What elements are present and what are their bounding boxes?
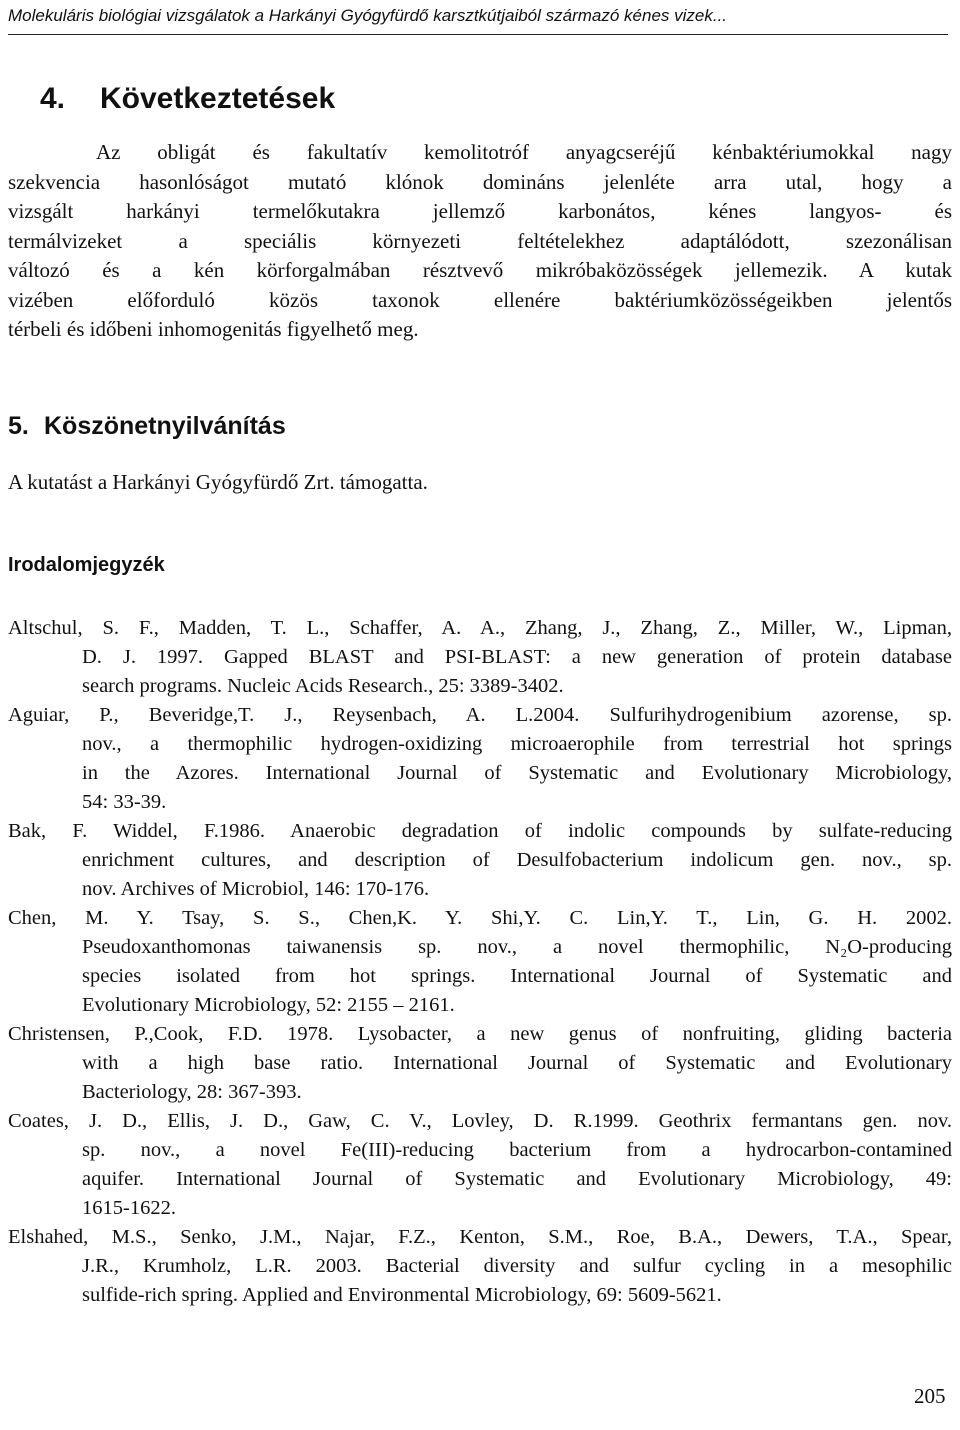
section-5-title: Köszönetnyilvánítás: [44, 412, 286, 440]
reference-line: 1615-1622.: [82, 1197, 176, 1219]
reference-line: Christensen, P.,Cook, F.D. 1978. Lysobacter, a new genus of nonfruiting, gliding bacteria: [8, 1023, 952, 1045]
paragraph-line: vizében előforduló közös taxonok ellenére baktériumközösségeikben jelentős: [8, 287, 952, 312]
paragraph-line: változó és a kén körforgalmában résztvevő mikróbaközösségek jellemezik. A kutak: [8, 258, 952, 282]
reference-line: 54: 33-39.: [82, 791, 167, 813]
reference-entry: [8, 904, 952, 1020]
page-number: 205: [914, 1384, 946, 1408]
reference-entry: [8, 1107, 952, 1223]
reference-line: Chen, M. Y. Tsay, S. S., Chen,K. Y. Shi,Y. C. Lin,Y. T., Lin, G. H. 2002.: [8, 907, 952, 929]
reference-line: sp. nov., a novel Fe(III)-reducing bacterium from a hydrocarbon-contamined: [82, 1139, 952, 1161]
reference-line: Bacteriology, 28: 367-393.: [82, 1081, 302, 1103]
reference-line: sulfide-rich spring. Applied and Environmental Microbiology, 69: 5609-5621.: [82, 1284, 722, 1306]
reference-line: aquifer. International Journal of Systematic and Evolutionary Microbiology, 49:: [82, 1168, 952, 1190]
paragraph-line: termálvizeket a speciális környezeti feltételekhez adaptálódott, szezonálisan: [8, 228, 952, 253]
reference-line: J.R., Krumholz, L.R. 2003. Bacterial diversity and sulfur cycling in a mesophilic: [82, 1255, 952, 1277]
references-heading: Irodalomjegyzék: [8, 554, 165, 576]
reference-entry: [8, 1223, 952, 1310]
reference-line: Evolutionary Microbiology, 52: 2155 – 2161.: [82, 994, 455, 1016]
reference-line: Coates, J. D., Ellis, J. D., Gaw, C. V., Lovley, D. R.1999. Geothrix fermantans gen. nov.: [8, 1110, 952, 1132]
reference-line: species isolated from hot springs. International Journal of Systematic and: [82, 965, 952, 987]
reference-line: in the Azores. International Journal of Systematic and Evolutionary Microbiology,: [82, 762, 952, 784]
reference-line: Pseudoxanthomonas taiwanensis sp. nov., a novel thermophilic, N₂O-producing: [82, 936, 952, 958]
paragraph-line: Az obligát és fakultatív kemolitotróf anyagcseréjű kénbaktériumokkal nagy: [96, 140, 952, 164]
reference-line: with a high base ratio. International Journal of Systematic and Evolutionary: [82, 1052, 952, 1074]
reference-line: search programs. Nucleic Acids Research., 25: 3389-3402.: [82, 675, 564, 697]
section-5-heading: [8, 412, 286, 441]
reference-list: [8, 614, 952, 1310]
paragraph-line: térbeli és időbeni inhomogenitás figyelhető meg.: [8, 317, 419, 341]
section-5-number: 5.: [8, 412, 29, 440]
header-rule: [8, 34, 948, 35]
section-4-number: 4.: [40, 82, 66, 115]
reference-entry: [8, 1020, 952, 1107]
reference-line: Elshahed, M.S., Senko, J.M., Najar, F.Z., Kenton, S.M., Roe, B.A., Dewers, T.A., Spear,: [8, 1226, 952, 1248]
running-header: Molekuláris biológiai vizsgálatok a Harkányi Gyógyfürdő karsztkútjaiból származó kénes vizek...: [8, 6, 728, 25]
paragraph-line: vizsgált harkányi termelőkutakra jellemző karbonátos, kénes langyos- és: [8, 199, 952, 223]
section-4-heading: [40, 82, 335, 116]
reference-entry: [8, 701, 952, 817]
reference-line: D. J. 1997. Gapped BLAST and PSI-BLAST: a new generation of protein database: [82, 646, 952, 668]
reference-entry: [8, 614, 952, 701]
section-4-title: Következtetések: [100, 82, 336, 115]
reference-line: enrichment cultures, and description of Desulfobacterium indolicum gen. nov., sp.: [82, 849, 952, 871]
reference-line: Altschul, S. F., Madden, T. L., Schaffer, A. A., Zhang, J., Zhang, Z., Miller, W., Lipman,: [8, 617, 952, 639]
reference-line: nov., a thermophilic hydrogen-oxidizing microaerophile from terrestrial hot springs: [82, 733, 952, 755]
conclusions-paragraph: [8, 138, 952, 345]
reference-line: Bak, F. Widdel, F.1986. Anaerobic degradation of indolic compounds by sulfate-reducing: [8, 820, 952, 842]
reference-line: Aguiar, P., Beveridge,T. J., Reysenbach, A. L.2004. Sulfurihydrogenibium azorense, sp.: [8, 704, 952, 726]
reference-entry: [8, 817, 952, 904]
reference-line: nov. Archives of Microbiol, 146: 170-176.: [82, 878, 430, 900]
acknowledgement-text: A kutatást a Harkányi Gyógyfürdő Zrt. támogatta.: [8, 470, 428, 494]
paragraph-line: szekvencia hasonlóságot mutató klónok domináns jelenléte arra utal, hogy a: [8, 169, 952, 194]
